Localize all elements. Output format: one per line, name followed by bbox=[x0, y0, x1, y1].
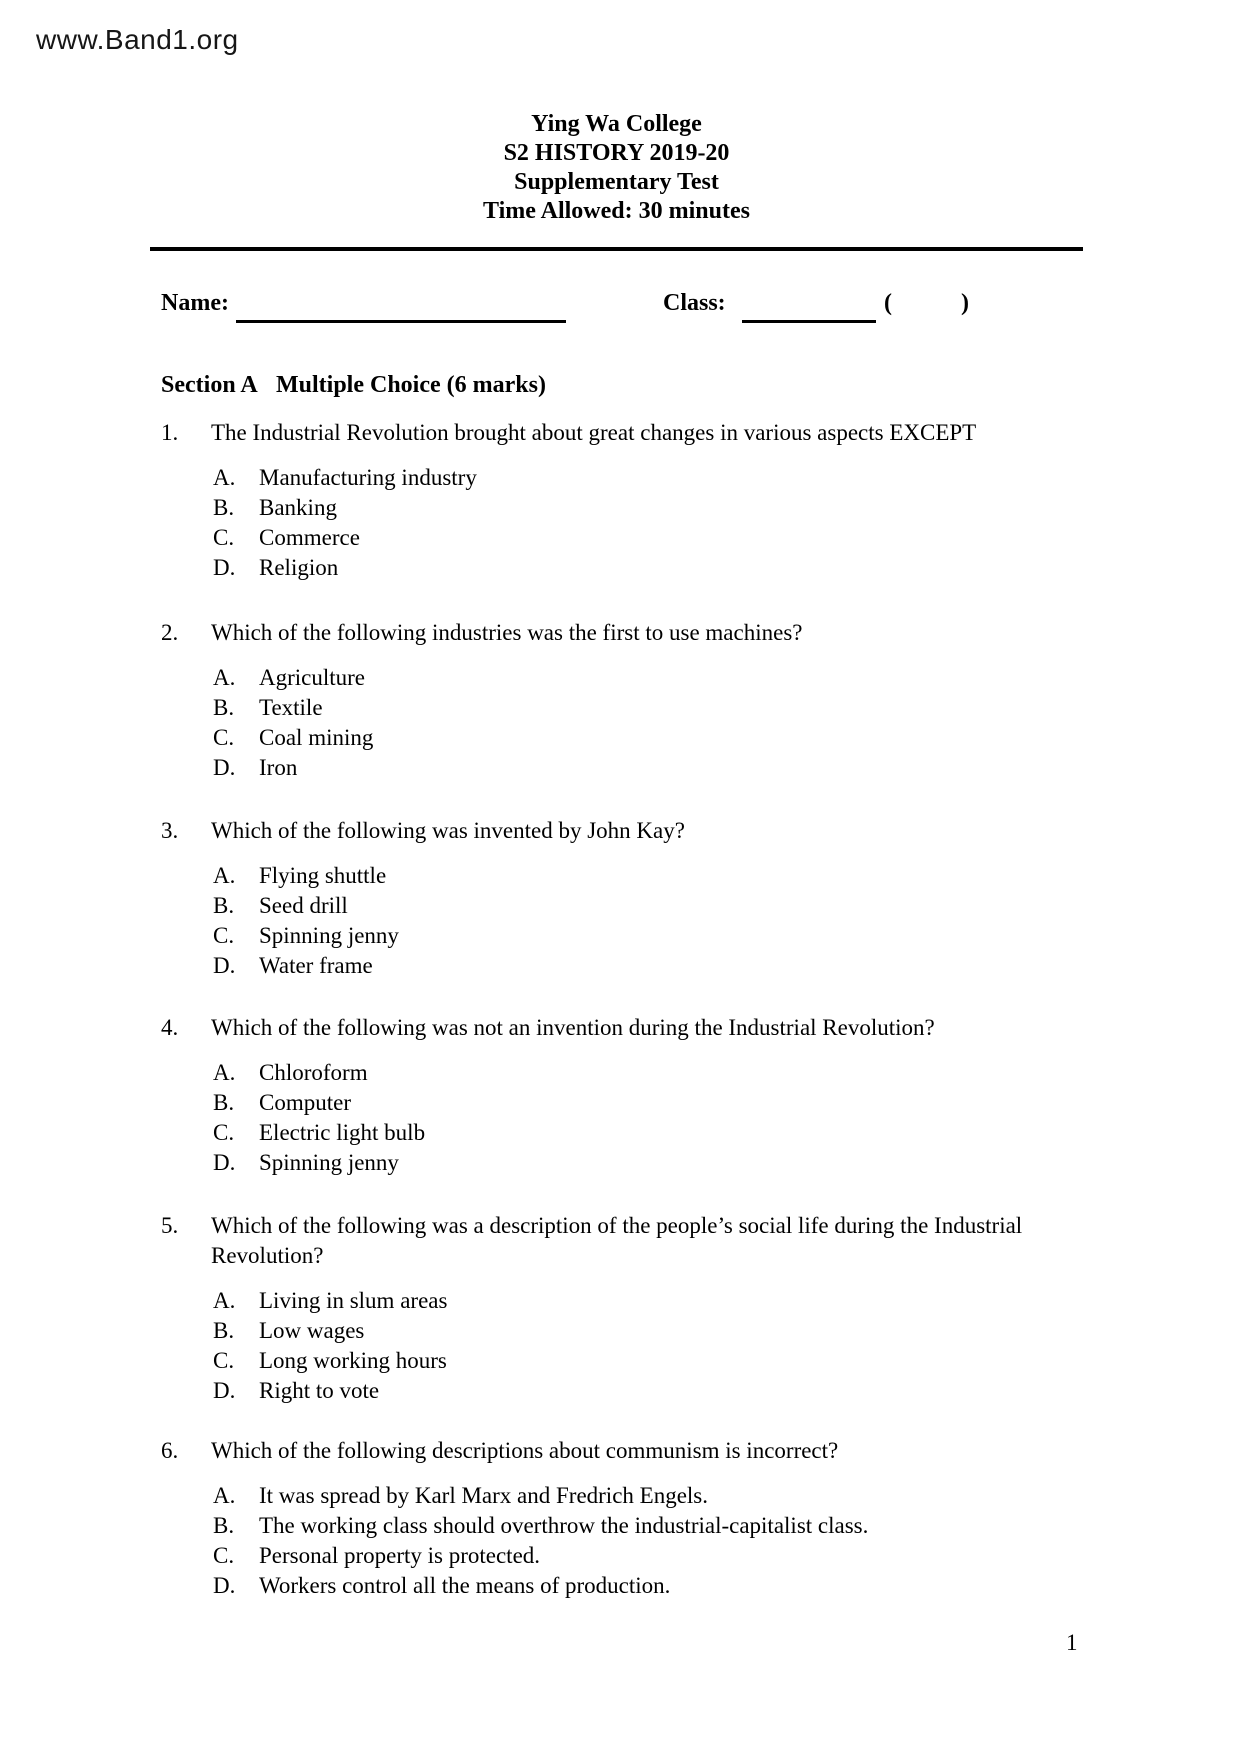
options-list bbox=[213, 1286, 1091, 1406]
option-row bbox=[213, 1088, 1091, 1118]
option-row bbox=[213, 493, 1091, 523]
option-letter: C. bbox=[213, 1120, 235, 1145]
option-row bbox=[213, 1511, 1091, 1541]
question-text: The Industrial Revolution brought about great changes in various aspects EXCEPT bbox=[211, 420, 977, 445]
option-text: Seed drill bbox=[259, 893, 348, 918]
option-row bbox=[213, 1118, 1091, 1148]
option-row bbox=[213, 1058, 1091, 1088]
option-letter: D. bbox=[213, 953, 236, 978]
option-row bbox=[213, 1571, 1091, 1601]
option-letter: B. bbox=[213, 1090, 235, 1115]
option-letter: D. bbox=[213, 1150, 236, 1175]
option-letter: B. bbox=[213, 495, 235, 520]
option-letter: A. bbox=[213, 1288, 236, 1313]
option-row bbox=[213, 753, 1091, 783]
question-6 bbox=[161, 1436, 1091, 1601]
option-text: Manufacturing industry bbox=[259, 465, 477, 490]
option-letter: C. bbox=[213, 725, 235, 750]
school-name: Ying Wa College bbox=[531, 111, 702, 137]
option-text: Long working hours bbox=[259, 1348, 447, 1373]
page-number: 1 bbox=[1066, 1630, 1078, 1655]
question-5 bbox=[161, 1211, 1091, 1406]
option-row bbox=[213, 1148, 1091, 1178]
option-row bbox=[213, 723, 1091, 753]
option-letter: A. bbox=[213, 863, 236, 888]
option-text: Right to vote bbox=[259, 1378, 380, 1403]
option-letter: A. bbox=[213, 465, 236, 490]
option-letter: B. bbox=[213, 1513, 235, 1538]
question-number: 2. bbox=[161, 620, 179, 645]
option-row bbox=[213, 663, 1091, 693]
class-number-paren-close: ) bbox=[961, 290, 969, 316]
options-list bbox=[213, 1481, 1091, 1601]
option-letter: A. bbox=[213, 1483, 236, 1508]
option-letter: A. bbox=[213, 665, 236, 690]
option-text: It was spread by Karl Marx and Fredrich Engels. bbox=[259, 1483, 709, 1508]
option-letter: B. bbox=[213, 893, 235, 918]
option-text: Banking bbox=[259, 495, 337, 520]
option-letter: B. bbox=[213, 1318, 235, 1343]
option-row bbox=[213, 693, 1091, 723]
option-letter: D. bbox=[213, 1378, 236, 1403]
test-title: Supplementary Test bbox=[514, 169, 719, 195]
header-divider bbox=[150, 247, 1083, 251]
question-text: Which of the following was invented by John Kay? bbox=[211, 818, 685, 843]
option-text: Chloroform bbox=[259, 1060, 368, 1085]
option-text: Computer bbox=[259, 1090, 351, 1115]
option-text: Iron bbox=[259, 755, 298, 780]
option-text: Low wages bbox=[259, 1318, 365, 1343]
question-number: 3. bbox=[161, 818, 179, 843]
question-number: 6. bbox=[161, 1438, 179, 1463]
section-id: Section A bbox=[161, 372, 258, 398]
option-row bbox=[213, 1481, 1091, 1511]
option-letter: B. bbox=[213, 695, 235, 720]
course-title: S2 HISTORY 2019-20 bbox=[503, 140, 730, 166]
option-letter: C. bbox=[213, 1348, 235, 1373]
question-text: Which of the following was not an invention during the Industrial Revolution? bbox=[211, 1015, 935, 1040]
question-1 bbox=[161, 418, 1091, 583]
option-row bbox=[213, 523, 1091, 553]
option-text: Living in slum areas bbox=[259, 1288, 448, 1313]
option-text: Personal property is protected. bbox=[259, 1543, 541, 1568]
class-blank-line bbox=[742, 288, 876, 323]
question-number: 4. bbox=[161, 1015, 179, 1040]
option-text: Textile bbox=[259, 695, 323, 720]
option-text: Spinning jenny bbox=[259, 1150, 399, 1175]
option-text: Religion bbox=[259, 555, 339, 580]
option-letter: C. bbox=[213, 923, 235, 948]
option-letter: A. bbox=[213, 1060, 236, 1085]
option-row bbox=[213, 1376, 1091, 1406]
option-row bbox=[213, 1346, 1091, 1376]
option-row bbox=[213, 463, 1091, 493]
option-text: Spinning jenny bbox=[259, 923, 399, 948]
name-blank-line bbox=[236, 288, 566, 323]
section-heading bbox=[161, 370, 1091, 400]
options-list bbox=[213, 463, 1091, 583]
watermark-link: www.Band1.org bbox=[36, 24, 239, 55]
name-label: Name: bbox=[161, 290, 229, 316]
option-letter: D. bbox=[213, 755, 236, 780]
test-header bbox=[150, 110, 1083, 226]
option-row bbox=[213, 1316, 1091, 1346]
option-text: Coal mining bbox=[259, 725, 374, 750]
option-row bbox=[213, 861, 1091, 891]
option-text: Workers control all the means of production. bbox=[259, 1573, 671, 1598]
option-letter: D. bbox=[213, 1573, 236, 1598]
student-info-row bbox=[0, 290, 1240, 330]
section-title: Multiple Choice (6 marks) bbox=[276, 372, 546, 398]
option-row bbox=[213, 951, 1091, 981]
question-2 bbox=[161, 618, 1091, 783]
option-text: The working class should overthrow the industrial-capitalist class. bbox=[259, 1513, 869, 1538]
option-row bbox=[213, 891, 1091, 921]
option-text: Electric light bulb bbox=[259, 1120, 426, 1145]
class-number-paren-open: ( bbox=[884, 290, 892, 316]
time-allowed: Time Allowed: 30 minutes bbox=[483, 198, 750, 224]
question-3 bbox=[161, 816, 1091, 981]
class-label: Class: bbox=[663, 290, 726, 316]
option-letter: D. bbox=[213, 555, 236, 580]
question-number: 1. bbox=[161, 420, 179, 445]
option-row bbox=[213, 1286, 1091, 1316]
option-text: Flying shuttle bbox=[259, 863, 387, 888]
options-list bbox=[213, 1058, 1091, 1178]
options-list bbox=[213, 663, 1091, 783]
option-letter: C. bbox=[213, 525, 235, 550]
option-text: Agriculture bbox=[259, 665, 366, 690]
option-row bbox=[213, 553, 1091, 583]
question-4 bbox=[161, 1013, 1091, 1178]
question-text: Which of the following descriptions about communism is incorrect? bbox=[211, 1438, 839, 1463]
option-text: Commerce bbox=[259, 525, 360, 550]
option-letter: C. bbox=[213, 1543, 235, 1568]
question-text: Which of the following was a description of the people’s social life during the Industrial Revolution? bbox=[211, 1213, 1023, 1268]
option-text: Water frame bbox=[259, 953, 373, 978]
option-row bbox=[213, 921, 1091, 951]
question-text: Which of the following industries was the first to use machines? bbox=[211, 620, 803, 645]
options-list bbox=[213, 861, 1091, 981]
question-number: 5. bbox=[161, 1213, 179, 1238]
option-row bbox=[213, 1541, 1091, 1571]
